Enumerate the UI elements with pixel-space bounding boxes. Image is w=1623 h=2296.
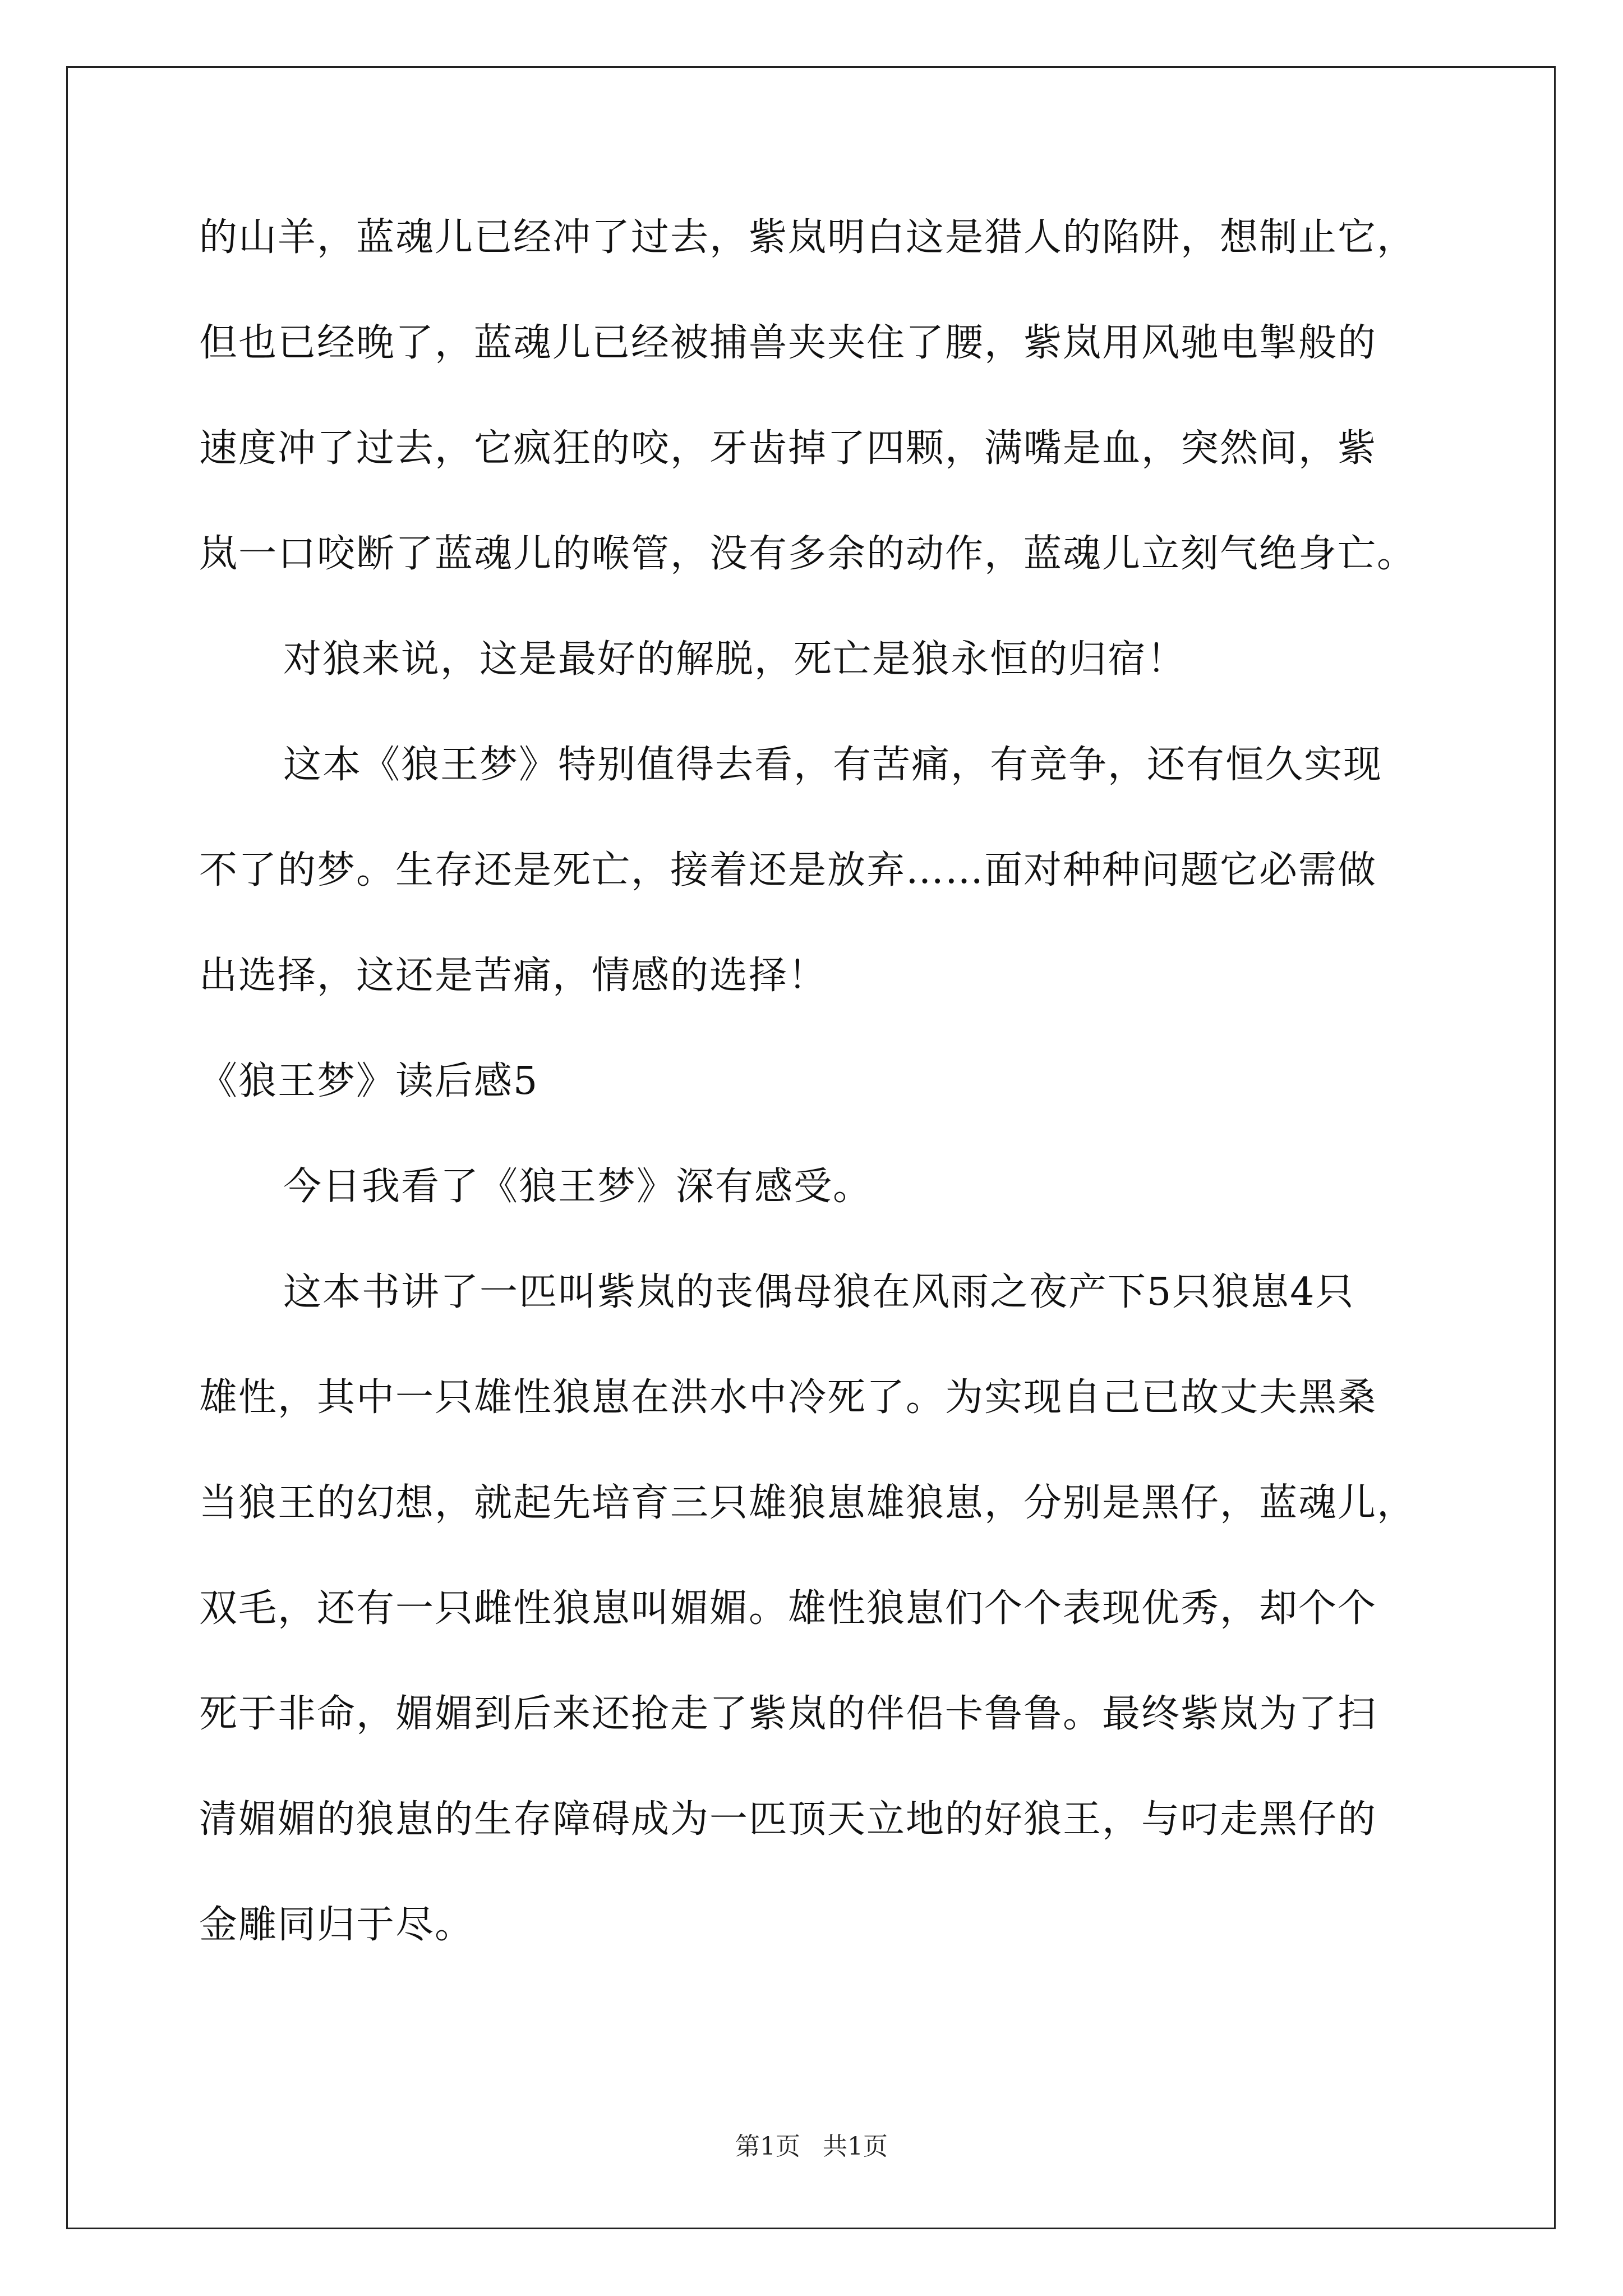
paragraph-line: 对狼来说，这是最好的解脱，死亡是狼永恒的归宿！ — [283, 637, 1187, 682]
section-heading: 《狼王梦》读后感5 — [199, 1059, 539, 1103]
text-line: 不了的梦。生存还是死亡，接着还是放弃……面对种种问题它必需做 — [199, 848, 1377, 892]
page-total: 共1页 — [823, 2132, 888, 2161]
text-line: 清媚媚的狼崽的生存障碍成为一匹顶天立地的好狼王，与叼走黑仔的 — [199, 1797, 1377, 1842]
text-line: 金雕同归于尽。 — [199, 1903, 474, 1947]
text-line: 速度冲了过去，它疯狂的咬，牙齿掉了四颗，满嘴是血，突然间，紫 — [199, 426, 1377, 471]
text-line: 双毛，还有一只雌性狼崽叫媚媚。雄性狼崽们个个表现优秀，却个个 — [199, 1586, 1377, 1631]
paragraph-line: 今日我看了《狼王梦》深有感受。 — [283, 1165, 873, 1209]
text-line: 雄性，其中一只雄性狼崽在洪水中冷死了。为实现自己已故丈夫黑桑 — [199, 1375, 1377, 1420]
page-footer — [0, 2126, 1623, 2162]
text-line: 的山羊，蓝魂儿已经冲了过去，紫岚明白这是猎人的陷阱，想制止它， — [199, 215, 1417, 260]
text-line: 岚一口咬断了蓝魂儿的喉管，没有多余的动作，蓝魂儿立刻气绝身亡。 — [199, 532, 1417, 576]
document-body — [199, 185, 1438, 1978]
text-line: 出选择，这还是苦痛，情感的选择！ — [199, 954, 828, 998]
paragraph-line: 这本书讲了一匹叫紫岚的丧偶母狼在风雨之夜产下5只狼崽4只 — [283, 1270, 1355, 1314]
text-line: 当狼王的幻想，就起先培育三只雄狼崽雄狼崽，分别是黑仔，蓝魂儿， — [199, 1481, 1417, 1525]
paragraph-line: 这本《狼王梦》特别值得去看，有苦痛，有竞争，还有恒久实现 — [283, 743, 1383, 787]
text-line: 但也已经晚了，蓝魂儿已经被捕兽夹夹住了腰，紫岚用风驰电掣般的 — [199, 321, 1377, 365]
page-number: 第1页 — [735, 2132, 800, 2161]
text-line: 死于非命，媚媚到后来还抢走了紫岚的伴侣卡鲁鲁。最终紫岚为了扫 — [199, 1692, 1377, 1736]
